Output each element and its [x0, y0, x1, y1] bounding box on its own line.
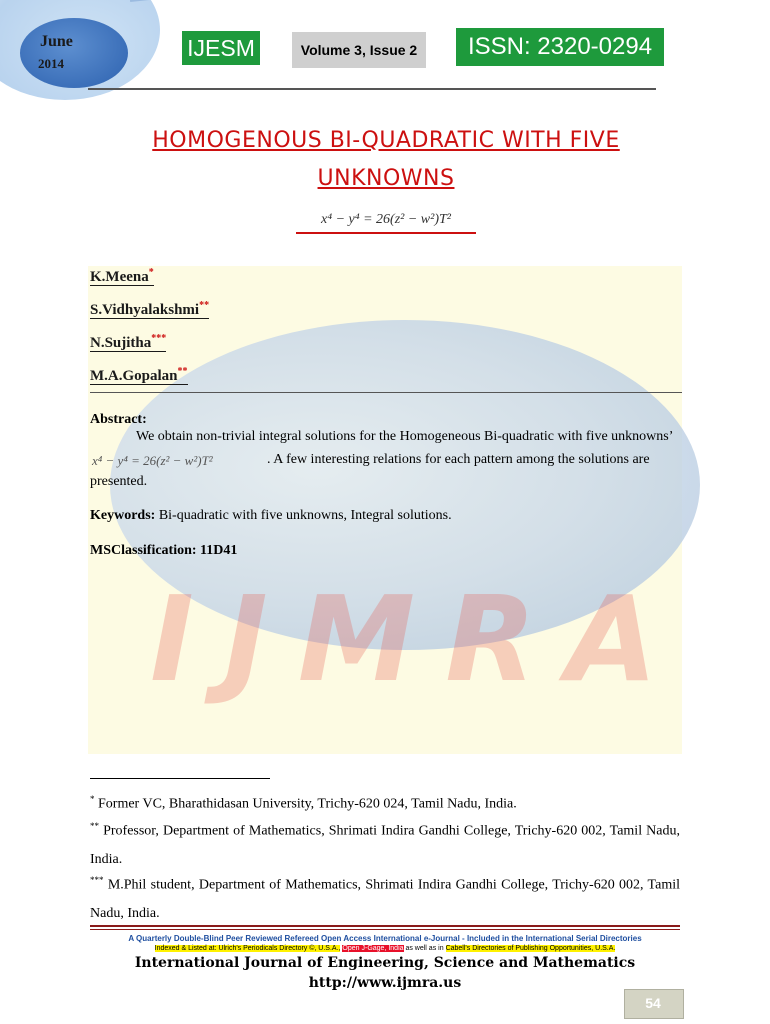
abstract-line-2: . A few interesting relations for each pattern among the solutions are — [267, 452, 650, 467]
author-1: K.Meena* — [90, 267, 154, 285]
title-equation: x⁴ − y⁴ = 26(z² − w²)T² — [296, 212, 476, 234]
author-4: M.A.Gopalan** — [90, 366, 188, 384]
footnote-rule — [90, 778, 270, 779]
page-number: 54 — [645, 995, 661, 1011]
footer-description: A Quarterly Double-Blind Peer Reviewed Refereed Open Access International e-Journal - Included in the International Serial Directories — [128, 934, 642, 943]
keywords-text: Bi-quadratic with five unknowns, Integral solutions. — [158, 508, 452, 523]
ijmra-watermark: IJMRA — [150, 570, 688, 708]
header-badge-oval — [20, 18, 128, 88]
issue-year: 2014 — [38, 56, 64, 71]
author-3: N.Sujitha*** — [90, 333, 167, 351]
issn: ISSN: 2320-0294 — [456, 28, 664, 66]
header-rule — [88, 88, 656, 90]
issue-month: June — [40, 33, 73, 50]
footnote-3: *** M.Phil student, Department of Mathematics, Shrimati Indira Gandhi College, Trichy-620 002, Tamil Nadu, India. — [90, 875, 681, 921]
abstract-line-3: presented. — [90, 474, 148, 489]
author-2: S.Vidhyalakshmi** — [90, 300, 210, 318]
footer-rule-bottom — [90, 929, 680, 930]
footnote-1: * Former VC, Bharathidasan University, Trichy-620 024, Tamil Nadu, India. — [90, 794, 517, 812]
header-decorative-line — [130, 0, 429, 2]
journal-name: International Journal of Engineering, Science and Mathematics — [134, 955, 636, 971]
keywords — [90, 508, 452, 524]
keywords-label: Keywords: — [90, 508, 156, 523]
footnote-2: ** Professor, Department of Mathematics, Shrimati Indira Gandhi College, Trichy-620 002, Tamil Nadu, India. — [90, 821, 680, 867]
abstract-line-1: We obtain non-trivial integral solutions for the Homogeneous Bi-quadratic with five unknowns’ — [136, 429, 674, 444]
abstract-equation: x⁴ − y⁴ = 26(z² − w²)T² — [92, 453, 213, 468]
footer-rule-top — [90, 925, 680, 927]
journal-abbrev: IJESM — [182, 31, 260, 65]
msc-classification: MSClassification: 11D41 — [90, 543, 238, 558]
volume-issue: Volume 3, Issue 2 — [292, 32, 426, 68]
authors-divider — [90, 392, 682, 393]
footer-indexing: Indexed & Listed at: Ulrich's Periodicals Directory ©, U.S.A., Open J-Gage, India as well as in Cabell's Directories of Publishing Opportunities, U.S.A. — [154, 945, 616, 952]
paper-title: HOMOGENOUS BI-QUADRATIC WITH FIVE UNKNOWNS — [152, 128, 620, 191]
journal-url[interactable]: http://www.ijmra.us — [308, 975, 462, 991]
abstract-heading: Abstract: — [90, 412, 147, 427]
